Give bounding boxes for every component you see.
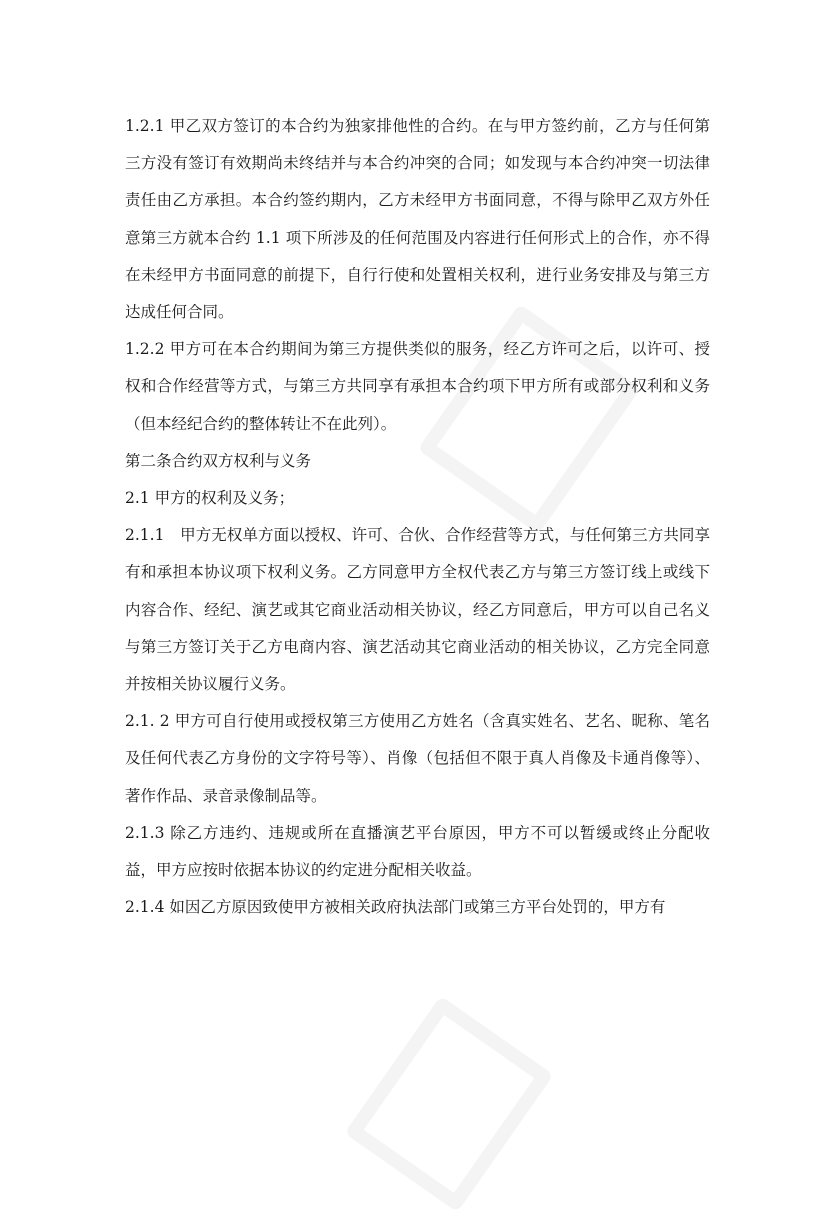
paragraph-2-1-4: 2.1.4 如因乙方原因致使甲方被相关政府执法部门或第三方平台处罚的，甲方有: [125, 898, 666, 917]
section-heading-2: 第二条合约双方权利与义务: [125, 451, 312, 470]
paragraph-1-2-2: 1.2.2 甲方可在本合约期间为第三方提供类似的服务，经乙方许可之后，以许可、授权和合作经营等方式，与第三方共同享有承担本合约项下甲方所有或部分权利和义务（但本经纪合约的整体转让不在此列）。: [125, 340, 710, 433]
paragraph-2-1: 2.1 甲方的权利及义务；: [125, 489, 295, 508]
paragraph-1-2-1: 1.2.1 甲乙双方签订的本合约为独家排他性的合约。在与甲方签约前，乙方与任何第三方没有签订有效期尚未终结并与本合约冲突的合同；如发现与本合约冲突一切法律责任由乙方承担。本合约签约期内，乙方未经甲方书面同意，不得与除甲乙双方外任意第三方就本合约 1.1 项下所涉及的任何范围及内容进行任何形式上的合作，亦不得在未经甲方书面同意的前提下，自行行使和处置相关权利，进行业务安排及与第三方达成任何合同。: [125, 117, 710, 322]
document-body: [125, 108, 710, 926]
paragraph-2-1-1: 2.1.1 甲方无权单方面以授权、许可、合伙、合作经营等方式，与任何第三方共同享有和承担本协议项下权利义务。乙方同意甲方全权代表乙方与第三方签订线上或线下内容合作、经纪、演艺或其它商业活动相关协议，经乙方同意后，甲方可以自己名义与第三方签订关于乙方电商内容、演艺活动其它商业活动的相关协议，乙方完全同意并按相关协议履行义务。: [125, 526, 710, 694]
watermark-shape: [344, 996, 553, 1212]
paragraph-2-1-2: 2.1. 2 甲方可自行使用或授权第三方使用乙方姓名（含真实姓名、艺名、昵称、笔名及任何代表乙方身份的文字符号等）、肖像（包括但不限于真人肖像及卡通肖像等）、著作作品、录音录像制品等。: [125, 712, 710, 805]
paragraph-2-1-3: 2.1.3 除乙方违约、违规或所在直播演艺平台原因，甲方不可以暂缓或终止分配收益，甲方应按时依据本协议的约定进分配相关收益。: [125, 823, 710, 880]
